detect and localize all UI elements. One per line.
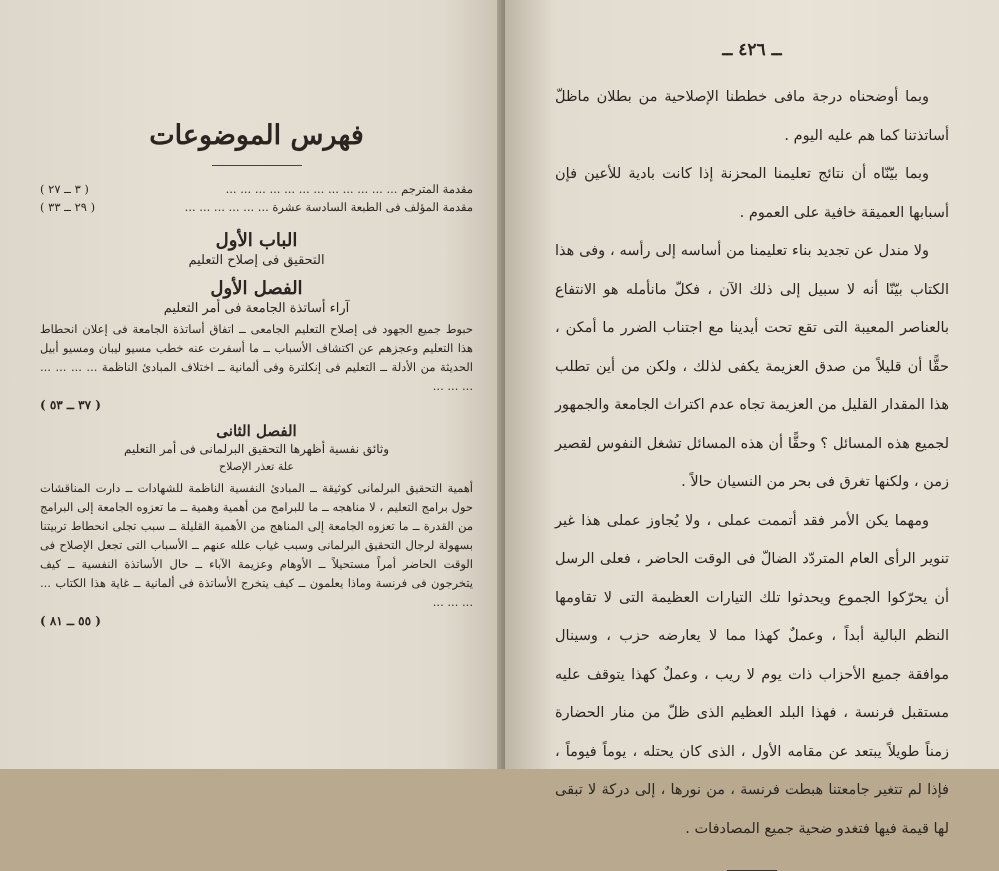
paragraph: ومهما يكن الأمر فقد أتممت عملى ، ولا يُجاوز عملى هذا غير تنوير الرأى العام المتردّد الضالّ فى الوقت الحاضر ، فعلى الرسل أن يحرّكوا الجموع ويحدثوا تلك التيارات العظيمة التى لا تقاومها النظم البالية أبداً ، وعملٌ كهذا مما لا يعارضه حزب ، وسينال موافقة جميع الأحزاب ذات يوم لا ريب ، وعملٌ كهذا يتوقف عليه مستقبل فرنسة ، فهذا البلد العظيم الذى ظلّ من منار الحضارة زمناً طويلاً يبتعد عن مقامه الأول ، الذى كان يحتله ، يوماً فيوماً ، فإذا لم تتغير جامعتنا هبطت فرنسة ، من نورها ، إلى دركة لا تبقى لها قيمة فيها فتغدو ضحية جميع المصادفات . (555, 512, 949, 837)
body-text (555, 78, 949, 848)
toc-label: مقدمة المترجم ... ... ... ... ... ... ... ... ... ... ... ... (225, 182, 473, 196)
chapter1-title: الفصل الأول (210, 278, 303, 299)
toc-title: فهرس الموضوعات (149, 120, 364, 151)
toc-pages: ( ٣ ــ ٢٧ ) (40, 182, 89, 196)
page-number: ــ ٤٢٦ ــ (722, 40, 782, 60)
paragraph: وبما أوضحناه درجة مافى خططنا الإصلاحية من بطلان ماظلّ أساتذتنا كما هم عليه اليوم . (555, 89, 949, 144)
part-subtitle: التحقيق فى إصلاح التعليم (188, 253, 325, 268)
part-title: الباب الأول (215, 230, 298, 251)
chapter2-subtitle: وثائق نفسية أظهرها التحقيق البرلمانى فى أمر التعليم (123, 442, 389, 456)
chapter1-summary: حبوط جميع الجهود فى إصلاح التعليم الجامعى ــ اتفاق أساتذة الجامعة فى إعلان انحطاط هذا التعليم وعجزهم عن اكتشاف الأسباب ــ ما أسفرت عنه خطب مسيو ليبان ومسيو أبيل الحديثة من الأدلة ــ التعليم فى إنكلترة وفى ألمانية ــ اختلاف المبادئ الناظمة ... ... ... ... ... ... ... (40, 322, 473, 393)
paragraph: ولا مندل عن تجديد بناء تعليمنا من أساسه إلى رأسه ، وفى هذا الكتاب بيّنّا أنه لا سبيل إلى ذلك الآن ، فكلّ مانأمله هو الانتفاع بالعناصر المعيبة التى تقع تحت أيدينا مع اجتناب الضرر ما أمكن ، حقًّا أن قليلاً من صدق العزيمة يكفى لذلك ، ولكن من أين تطلب هذا المقدار القليل من العزيمة تجاه عدم اكتراث الجامعة والجمهور لجميع هذه المسائل ؟ وحقًّا أن هذه المسائل تشغل النفوس لقصير زمن ، ولكنها تغرق فى بحر من النسيان حالاً . (555, 243, 949, 490)
toc-pages: ( ٢٩ ــ ٣٣ ) (40, 200, 96, 214)
chapter1-pages: ( ٣٧ ــ ٥٣ ) (40, 398, 101, 412)
chapter2-summary: أهمية التحقيق البرلمانى كوثيقة ــ المبادئ النفسية الناظمة للشهادات ــ دارت المناقشات حول برامج التعليم ، لا مناهجه ــ ما للبرامج من أهمية وهمية ــ ما تعزوه الجامعة إلى البرامج من القدرة ــ ما تعزوه الجامعة إلى المناهج من الأهمية القليلة ــ سبب تجلى انحطاط تربيتنا بسهولة لرجال التحقيق البرلمانى وسبب غياب علله عنهم ــ الأسباب التى تجعل الإصلاح فى الوقت الحاضر أمراً مستحيلاً ــ الأوهام وعزيمة الآباء ــ حال الأساتذة النفسية ــ كيف يتخرجون فى فرنسة وماذا يعلمون ــ كيف يتخرج الأساتذة فى ألمانية ــ غاية هذا الكتاب ... ... ... ... (40, 481, 473, 609)
chapter1-subtitle: آراء أساتذة الجامعة فى أمر التعليم (163, 301, 350, 316)
right-page (505, 0, 999, 837)
toc-row-translator-intro (40, 180, 473, 198)
chapter2-section: علة تعذر الإصلاح (219, 460, 294, 473)
paragraph: وبما بيّنّاه أن نتائج تعليمنا المحزنة إذا كانت بادية للأعين فإن أسبابها العميقة خافية على العموم . (555, 166, 949, 221)
toc-label: مقدمة المؤلف فى الطبعة السادسة عشرة ... ... ... ... ... ... (184, 200, 473, 214)
toc-row-author-intro (40, 198, 473, 216)
title-rule (212, 165, 302, 166)
chapter2-title: الفصل الثانى (216, 422, 297, 440)
left-page (0, 0, 505, 769)
chapter2-pages: ( ٥٥ ــ ٨١ ) (40, 614, 101, 628)
